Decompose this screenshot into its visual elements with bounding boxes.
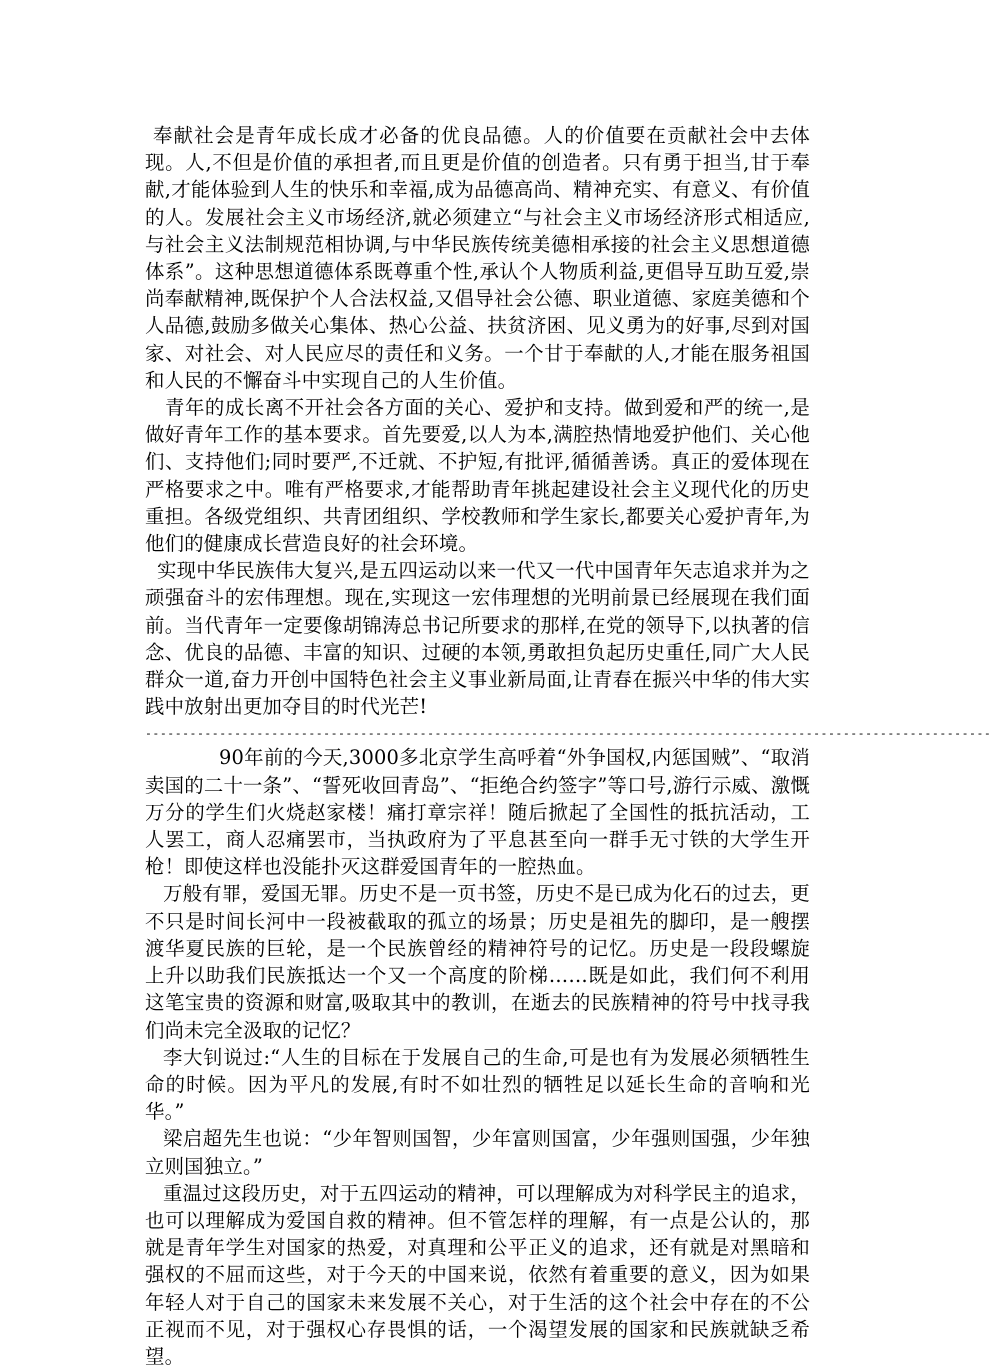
- document-page: [145, 122, 991, 1370]
- paragraph-patriotism: 万般有罪，爱国无罪。历史不是一页书签，历史不是已成为化石的过去，更不只是时间长河中一段被截取的孤立的场景；历史是祖先的脚印，是一艘摆渡华夏民族的巨轮，是一个民族曾经的精神符号的记忆。历史是一段段螺旋上升以助我们民族抵达一个又一个高度的阶梯……既是如此，我们何不利用这笔宝贵的资源和财富,吸取其中的教训，在逝去的民族精神的符号中找寻我们尚未完全汲取的记忆？: [145, 882, 810, 1042]
- paragraph-liang-qichao-quote: 梁启超先生也说：“少年智则国智，少年富则国富，少年强则国强，少年独立则国独立。”: [145, 1127, 810, 1178]
- paragraph-may-fourth-history: 90年前的今天,3000多北京学生高呼着“外争国权,内惩国贼”、“取消卖国的二十一条”、“誓死收回青岛”、“拒绝合约签字”等口号,游行示威、激慨万分的学生们火烧赵家楼！痛打章宗祥！随后掀起了全国性的抵抗活动，工人罢工，商人忍痛罢市，当执政府为了平息甚至向一群手无寸铁的大学生开枪！即使这样也没能扑灭这群爱国青年的一腔热血。: [145, 746, 810, 879]
- paragraph-li-dazhao-quote: 李大钊说过:“人生的目标在于发展自己的生命,可是也有为发展必须牺牲生命的时候。因为平凡的发展,有时不如壮烈的牺牲足以延长生命的音响和光华。”: [145, 1045, 810, 1124]
- may-fourth-section: [145, 744, 810, 1370]
- paragraph-dedication: 奉献社会是青年成长成才必备的优良品德。人的价值要在贡献社会中去体现。人,不但是价值的承担者,而且更是价值的创造者。只有勇于担当,甘于奉献,才能体验到人生的快乐和幸福,成为品德高尚、精神充实、有意义、有价值的人。发展社会主义市场经济,就必须建立“与社会主义市场经济形式相适应,与社会主义法制规范相协调,与中华民族传统美德相承接的社会主义思想道德体系”。这种思想道德体系既尊重个性,承认个人物质利益,更倡导互助互爱,崇尚奉献精神,既保护个人合法权益,又倡导社会公德、职业道德、家庭美德和个人品德,鼓励多做关心集体、热心公益、扶贫济困、见义勇为的好事,尽到对国家、对社会、对人民应尽的责任和义务。一个甘于奉献的人,才能在服务祖国和人民的不懈奋斗中实现自己的人生价值。: [145, 124, 810, 392]
- paragraph-youth-care: 青年的成长离不开社会各方面的关心、爱护和支持。做到爱和严的统一,是做好青年工作的基本要求。首先要爱,以人为本,满腔热情地爱护他们、关心他们、支持他们;同时要严,不迁就、不护短,有批评,循循善诱。真正的爱体现在严格要求之中。唯有严格要求,才能帮助青年挑起建设社会主义现代化的历史重担。各级党组织、共青团组织、学校教师和学生家长,都要关心爱护青年,为他们的健康成长营造良好的社会环境。: [145, 396, 810, 556]
- paragraph-reflection: 重温过这段历史，对于五四运动的精神，可以理解成为对科学民主的追求，也可以理解成为爱国自救的精神。但不管怎样的理解，有一点是公认的，那就是青年学生对国家的热爱，对真理和公平正义的追求，还有就是对黑暗和强权的不屈而这些，对于今天的中国来说，依然有着重要的意义，因为如果年轻人对于自己的国家未来发展不关心，对于生活的这个社会中存在的不公正视而不见，对于强权心存畏惧的话，一个渴望发展的国家和民族就缺乏希望。: [145, 1181, 810, 1368]
- section-divider: ------------------------------------------------------------------------------------------------------------------: [145, 726, 991, 741]
- paragraph-national-rejuvenation: 实现中华民族伟大复兴,是五四运动以来一代又一代中国青年矢志追求并为之顽强奋斗的宏伟理想。现在,实现这一宏伟理想的光明前景已经展现在我们面前。当代青年一定要像胡锦涛总书记所要求的那样,在党的领导下,以执著的信念、优良的品德、丰富的知识、过硬的本领,勇敢担负起历史重任,同广大人民群众一道,奋力开创中国特色社会主义事业新局面,让青春在振兴中华的伟大实践中放射出更加夺目的时代光芒!: [145, 559, 810, 719]
